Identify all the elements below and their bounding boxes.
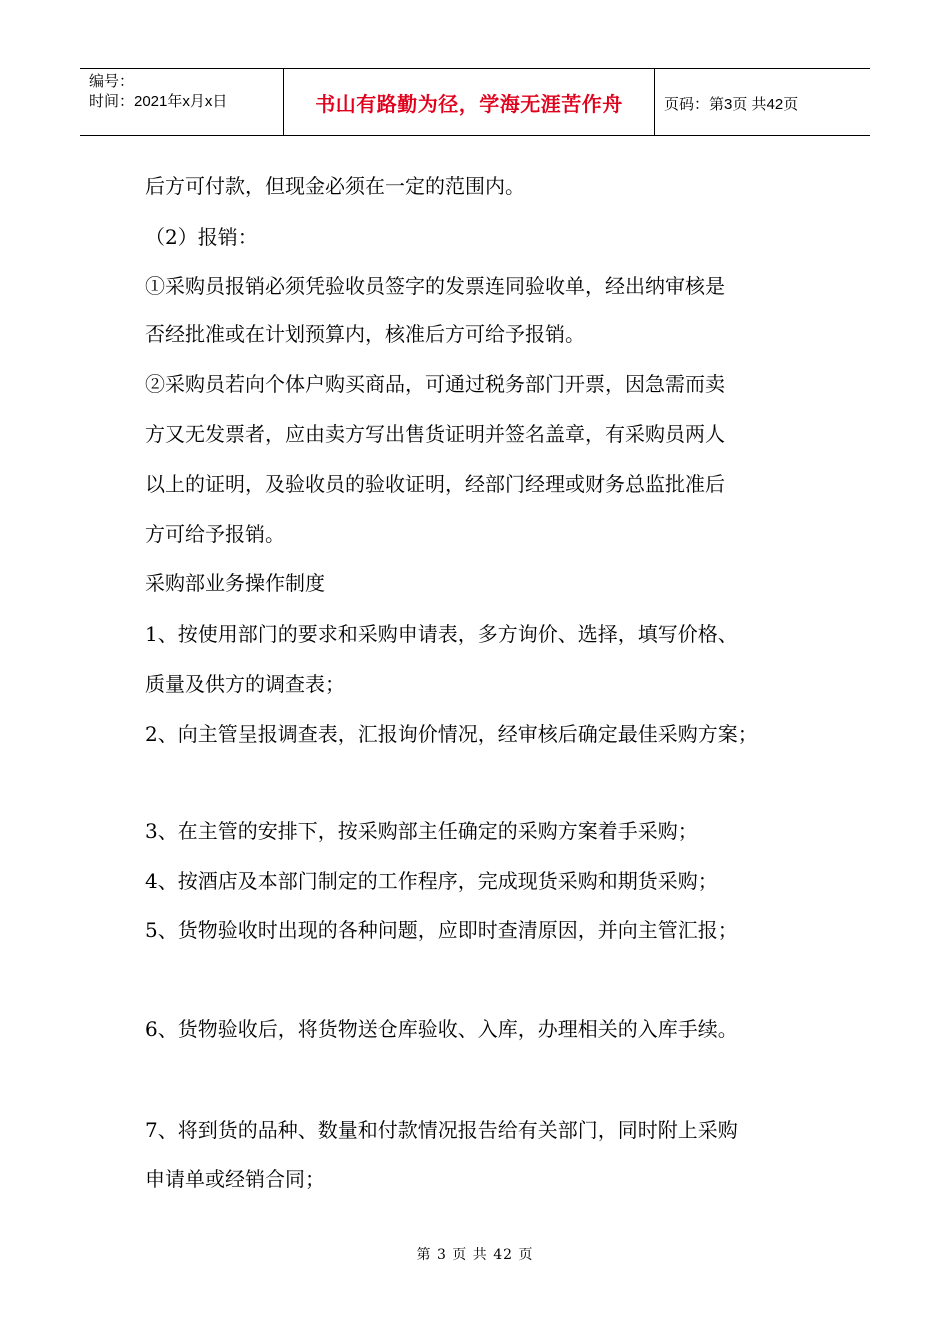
body-line: 质量及供方的调查表； bbox=[145, 672, 345, 696]
page-header bbox=[80, 68, 870, 136]
body-line: 以上的证明，及验收员的验收证明，经部门经理或财务总监批准后 bbox=[145, 472, 725, 496]
body-line: 后方可付款，但现金必须在一定的范围内。 bbox=[145, 174, 525, 198]
page-footer: 第 3 页 共 42 页 bbox=[416, 1247, 534, 1263]
body-line: 3、在主管的安排下，按采购部主任确定的采购方案着手采购； bbox=[145, 819, 698, 843]
body-line: 申请单或经销合同； bbox=[145, 1167, 325, 1191]
header-page-cell bbox=[655, 69, 870, 135]
body-line: 否经批准或在计划预算内，核准后方可给予报销。 bbox=[145, 322, 585, 346]
header-motto: 书山有路勤为径，学海无涯苦作舟 bbox=[315, 91, 623, 116]
body-line: ①采购员报销必须凭验收员签字的发票连同验收单，经出纳审核是 bbox=[145, 274, 725, 298]
body-line: 2、向主管呈报调查表，汇报询价情况，经审核后确定最佳采购方案； bbox=[145, 722, 758, 746]
document-number-label: 编号： bbox=[89, 73, 135, 90]
body-line: 6、货物验收后，将货物送仓库验收、入库，办理相关的入库手续。 bbox=[145, 1017, 738, 1041]
section-heading: 采购部业务操作制度 bbox=[145, 571, 325, 595]
header-page-info: 页码：第3页 共42页 bbox=[664, 95, 799, 113]
header-motto-cell bbox=[283, 69, 655, 135]
body-line: 5、货物验收时出现的各种问题，应即时查清原因，并向主管汇报； bbox=[145, 918, 738, 942]
body-line: ②采购员若向个体户购买商品，可通过税务部门开票，因急需而卖 bbox=[145, 372, 725, 396]
document-time-label: 时间：2021年x月x日 bbox=[89, 93, 228, 110]
body-line: 方又无发票者，应由卖方写出售货证明并签名盖章，有采购员两人 bbox=[145, 422, 725, 446]
body-line: 1、按使用部门的要求和采购申请表，多方询价、选择，填写价格、 bbox=[145, 622, 738, 646]
body-line: 7、将到货的品种、数量和付款情况报告给有关部门，同时附上采购 bbox=[145, 1118, 738, 1142]
body-line: 方可给予报销。 bbox=[145, 522, 285, 546]
body-line: 4、按酒店及本部门制定的工作程序，完成现货采购和期货采购； bbox=[145, 869, 718, 893]
body-line: （2）报销： bbox=[145, 225, 258, 249]
header-meta-cell bbox=[80, 69, 283, 135]
